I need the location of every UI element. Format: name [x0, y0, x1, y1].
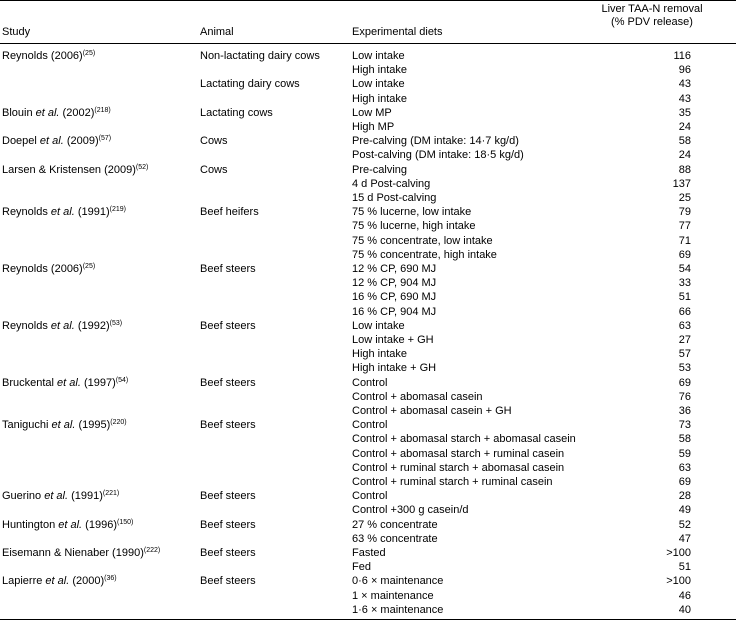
value-cell: 58: [678, 433, 691, 445]
animal-cell: Beef steers: [200, 575, 256, 587]
study-author: Taniguchi et al. (1995): [2, 419, 111, 431]
diet-cell: Control: [352, 377, 388, 389]
study-author: Lapierre et al. (2000): [2, 575, 105, 587]
study-ref: (52): [135, 164, 149, 171]
diet-cell: 12 % CP, 904 MJ: [352, 277, 437, 289]
study-cell: [2, 547, 160, 559]
header-removal-line1: Liver TAA-N removal: [601, 3, 703, 15]
diet-cell: Control: [352, 490, 388, 502]
diet-cell: 75 % lucerne, low intake: [352, 206, 472, 218]
value-cell: 66: [678, 306, 691, 318]
value-cell: >100: [666, 575, 691, 587]
value-cell: 51: [678, 291, 691, 303]
diet-cell: Pre-calving: [352, 164, 408, 176]
study-cell: [2, 519, 133, 531]
study-ref: (36): [104, 575, 117, 582]
study-cell: [2, 377, 128, 389]
value-cell: 43: [678, 93, 691, 105]
study-cell: [2, 50, 95, 62]
value-cell: 71: [678, 235, 691, 247]
value-cell: 69: [678, 249, 691, 261]
diet-cell: High intake + GH: [352, 362, 437, 374]
value-cell: 40: [678, 604, 691, 616]
bottom-rule: [0, 619, 736, 620]
study-cell: [2, 135, 111, 147]
header-study: Study: [2, 26, 31, 38]
diet-cell: 75 % lucerne, high intake: [352, 220, 476, 232]
value-cell: 59: [678, 448, 691, 460]
diet-cell: High intake: [352, 64, 408, 76]
diet-cell: Fed: [352, 561, 371, 573]
study-author: Bruckental et al. (1997): [2, 377, 116, 389]
diet-cell: Control + ruminal starch + ruminal casein: [352, 476, 553, 488]
study-cell: [2, 164, 148, 176]
top-rule: [0, 0, 736, 1]
study-author: Eisemann & Nienaber (1990): [2, 547, 144, 559]
animal-cell: Non-lactating dairy cows: [200, 50, 320, 62]
diet-cell: 75 % concentrate, low intake: [352, 235, 493, 247]
diet-cell: 12 % CP, 690 MJ: [352, 263, 437, 275]
study-author: Reynolds et al. (1992): [2, 320, 110, 332]
value-cell: 77: [678, 220, 691, 232]
value-cell: 46: [678, 590, 691, 602]
diet-cell: Low intake: [352, 50, 405, 62]
animal-cell: Beef steers: [200, 519, 256, 531]
study-ref: (219): [109, 206, 126, 213]
animal-cell: Beef steers: [200, 419, 256, 431]
diet-cell: Control +300 g casein/d: [352, 504, 469, 516]
animal-cell: Beef steers: [200, 263, 256, 275]
study-cell: [2, 320, 122, 332]
value-cell: 53: [678, 362, 691, 374]
value-cell: 69: [678, 476, 691, 488]
study-ref: (218): [94, 107, 111, 114]
value-cell: 52: [678, 519, 691, 531]
study-ref: (57): [98, 135, 112, 142]
value-cell: 35: [678, 107, 691, 119]
value-cell: 47: [678, 533, 691, 545]
animal-cell: Beef steers: [200, 377, 256, 389]
header-diets: Experimental diets: [352, 26, 443, 38]
diet-cell: Low intake: [352, 320, 405, 332]
study-cell: [2, 107, 111, 119]
diet-cell: Post-calving (DM intake: 18·5 kg/d): [352, 149, 524, 161]
header-animal: Animal: [200, 26, 234, 38]
animal-cell: Beef steers: [200, 490, 256, 502]
value-cell: 54: [678, 263, 691, 275]
value-cell: 63: [678, 320, 691, 332]
diet-cell: High MP: [352, 121, 395, 133]
value-cell: 36: [678, 405, 691, 417]
value-cell: 137: [672, 178, 691, 190]
animal-cell: Lactating cows: [200, 107, 273, 119]
value-cell: 57: [678, 348, 691, 360]
study-author: Blouin et al. (2002): [2, 107, 95, 119]
value-cell: 58: [678, 135, 691, 147]
study-cell: [2, 490, 119, 502]
diet-cell: 1 × maintenance: [352, 590, 434, 602]
value-cell: 43: [678, 78, 691, 90]
study-ref: (220): [110, 419, 127, 426]
animal-cell: Beef steers: [200, 547, 256, 559]
diet-cell: 75 % concentrate, high intake: [352, 249, 497, 261]
value-cell: 27: [678, 334, 691, 346]
diet-cell: Fasted: [352, 547, 386, 559]
diet-cell: 15 d Post-calving: [352, 192, 437, 204]
study-author: Huntington et al. (1996): [2, 519, 117, 531]
value-cell: 76: [678, 391, 691, 403]
value-cell: 28: [678, 490, 691, 502]
value-cell: 116: [673, 50, 691, 62]
animal-cell: Lactating dairy cows: [200, 78, 300, 90]
value-cell: 79: [678, 206, 691, 218]
study-author: Reynolds (2006): [2, 263, 83, 275]
study-ref: (54): [115, 377, 129, 384]
value-cell: 33: [678, 277, 691, 289]
study-author: Reynolds et al. (1991): [2, 206, 110, 218]
diet-cell: Low MP: [352, 107, 392, 119]
animal-cell: Beef heifers: [200, 206, 259, 218]
value-cell: 73: [678, 419, 691, 431]
study-ref: (53): [109, 320, 123, 327]
value-cell: 63: [678, 462, 691, 474]
diet-cell: Control + abomasal starch + abomasal casein: [352, 433, 576, 445]
study-author: Guerino et al. (1991): [2, 490, 103, 502]
study-author: Larsen & Kristensen (2009): [2, 164, 136, 176]
diet-cell: 4 d Post-calving: [352, 178, 431, 190]
value-cell: 88: [678, 164, 691, 176]
value-cell: >100: [666, 547, 691, 559]
value-cell: 25: [678, 192, 691, 204]
diet-cell: Low intake: [352, 78, 405, 90]
header-removal-line2: (% PDV release): [611, 16, 693, 28]
study-cell: [2, 206, 126, 218]
header-removal: [572, 3, 732, 29]
study-ref: (150): [116, 519, 134, 526]
diet-cell: 16 % CP, 904 MJ: [352, 306, 437, 318]
animal-cell: Beef steers: [200, 320, 256, 332]
value-cell: 51: [678, 561, 691, 573]
study-cell: [2, 575, 117, 587]
diet-cell: High intake: [352, 348, 408, 360]
study-author: Doepel et al. (2009): [2, 135, 99, 147]
value-cell: 49: [678, 504, 691, 516]
diet-cell: 63 % concentrate: [352, 533, 438, 545]
animal-cell: Cows: [200, 135, 228, 147]
diet-cell: Control + ruminal starch + abomasal casein: [352, 462, 565, 474]
diet-cell: 16 % CP, 690 MJ: [352, 291, 437, 303]
diet-cell: Control + abomasal starch + ruminal casein: [352, 448, 565, 460]
value-cell: 24: [678, 121, 691, 133]
diet-cell: Control: [352, 419, 388, 431]
value-cell: 24: [678, 149, 691, 161]
study-ref: (25): [82, 263, 96, 270]
value-cell: 96: [678, 64, 691, 76]
diet-cell: 27 % concentrate: [352, 519, 438, 531]
diet-cell: 0·6 × maintenance: [352, 575, 444, 587]
diet-cell: Control + abomasal casein: [352, 391, 483, 403]
study-ref: (221): [102, 490, 120, 497]
header-rule: [0, 43, 736, 44]
diet-cell: Pre-calving (DM intake: 14·7 kg/d): [352, 135, 519, 147]
study-author: Reynolds (2006): [2, 50, 83, 62]
animal-cell: Cows: [200, 164, 228, 176]
study-ref: (25): [82, 50, 96, 57]
diet-cell: Low intake + GH: [352, 334, 434, 346]
study-cell: [2, 419, 127, 431]
study-cell: [2, 263, 95, 275]
study-ref: (222): [143, 547, 161, 554]
diet-cell: Control + abomasal casein + GH: [352, 405, 512, 417]
diet-cell: High intake: [352, 93, 408, 105]
value-cell: 69: [678, 377, 691, 389]
diet-cell: 1·6 × maintenance: [352, 604, 444, 616]
